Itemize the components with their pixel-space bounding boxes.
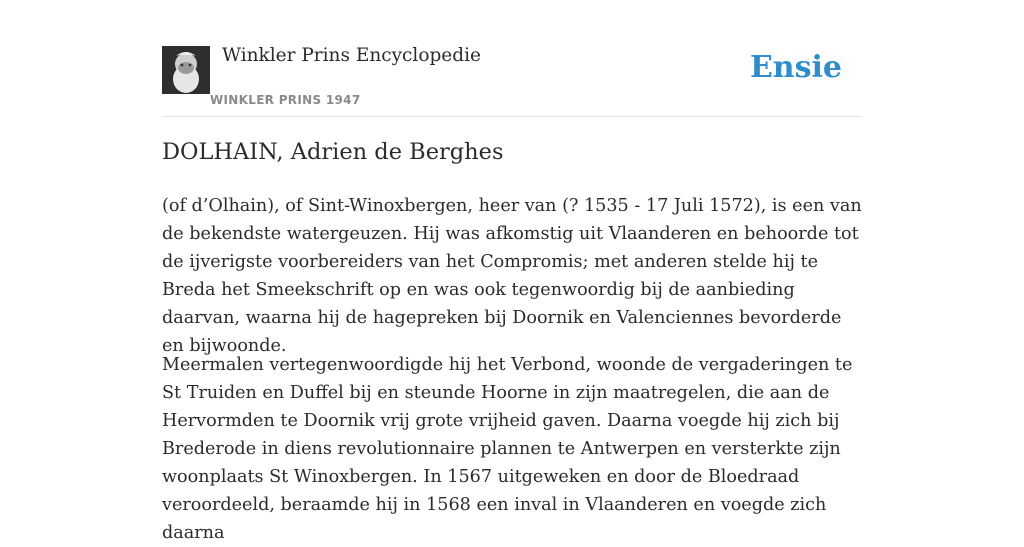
edition-label[interactable]: WINKLER PRINS 1947 [210, 93, 361, 107]
avatar[interactable] [162, 46, 210, 94]
bearded-man-portrait-icon [162, 46, 210, 94]
site-title[interactable]: Winkler Prins Encyclopedie [222, 45, 481, 66]
page-container [162, 0, 862, 543]
page-title: DOLHAIN, Adrien de Berghes [162, 139, 504, 165]
brand-logo[interactable]: Ensie [749, 50, 842, 85]
page-header [162, 0, 862, 117]
entry-paragraph: Meermalen vertegenwoordigde hij het Verbond, woonde de vergaderingen te St Truiden en Duffel bij en steunde Hoorne in zijn maatregelen, die aan de Hervormden te Doornik vrij grote vrijheid gaven. Daarna voegde hij zich bij Brederode in diens revolutionnaire plannen te Antwerpen en versterkte zijn woonplaats St Winoxbergen. In 1567 uitgeweken en door de Bloedraad veroordeeld, beraamde hij in 1568 een inval in Vlaanderen en voegde zich daarna [162, 355, 853, 543]
entry-paragraph: (of d’Olhain), of Sint-Winoxbergen, heer van (? 1535 - 17 Juli 1572), is een van de bekendste watergeuzen. Hij was afkomstig uit Vlaanderen en behoorde tot de ijverigste voorbereiders van het Compromis; met anderen stelde hij te Breda het Smeekschrift op en was ook tegenwoordig bij de aanbieding daarvan, waarna hij de hagepreken bij Doornik en Valenciennes bevorderde en bijwoonde. [162, 196, 862, 356]
